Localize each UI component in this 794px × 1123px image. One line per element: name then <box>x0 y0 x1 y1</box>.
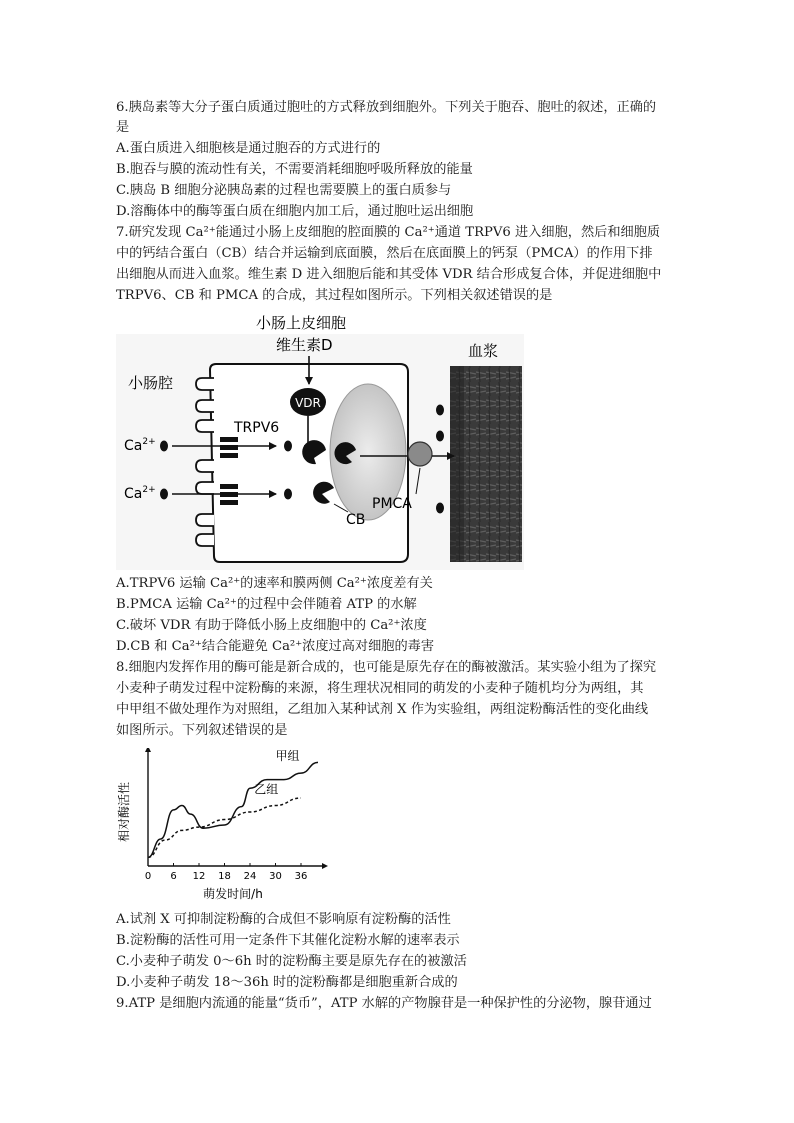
ca-ion <box>160 441 168 452</box>
q8-stem-line3: 中甲组不做处理作为对照组，乙组加入某种试剂 X 作为实验组，两组淀粉酶活性的变化曲线 <box>116 702 649 717</box>
x-axis-arrow <box>322 863 328 869</box>
q8-stem-line2: 小麦种子萌发过程中淀粉酶的来源，将生理状况相同的萌发的小麦种子随机均分为两组，其 <box>116 681 644 696</box>
x-tick-label: 0 <box>144 871 152 882</box>
microvilli <box>196 378 214 546</box>
q6-stem-line2: 是 <box>116 120 130 135</box>
q8-stem-line1: 8.细胞内发挥作用的酶可能是新合成的，也可能是原先存在的酶被激活。某实验小组为了探究 <box>116 660 657 675</box>
x-axis-label: 萌发时间/h <box>203 887 263 901</box>
calcium-transport-figure <box>116 312 524 570</box>
q6-stem-line1: 6.胰岛素等大分子蛋白质通过胞吐的方式释放到细胞外。下列关于胞吞、胞吐的叙述，正确的 <box>116 100 657 115</box>
cell-title-label: 小肠上皮细胞 <box>256 314 347 332</box>
q7-option-b: B.PMCA 运输 Ca²⁺的过程中会伴随着 ATP 的水解 <box>116 597 417 612</box>
ca-ion <box>284 489 292 500</box>
ca-ion-plasma <box>436 405 444 416</box>
q6-option-b: B.胞吞与膜的流动性有关，不需要消耗细胞呼吸所释放的能量 <box>116 162 473 177</box>
q6-option-d: D.溶酶体中的酶等蛋白质在细胞内加工后，通过胞吐运出细胞 <box>116 204 474 219</box>
y-axis-label: 相对酶活性 <box>117 781 131 843</box>
ca-ion <box>284 441 292 452</box>
series-label-jia: 甲组 <box>275 749 300 764</box>
q8-option-d: D.小麦种子萌发 18～36h 时的淀粉酶都是细胞重新合成的 <box>116 975 458 990</box>
ca-label-upper: $Ca^{2+}$ <box>124 437 156 454</box>
q8-option-c: C.小麦种子萌发 0～6h 时的淀粉酶主要是原先存在的被激活 <box>116 954 467 969</box>
x-tick-label: 18 <box>218 871 231 882</box>
q9-stem-line1: 9.ATP 是细胞内流通的能量“货币”，ATP 水解的产物腺苷是一种保护性的分泌物，腺苷通过 <box>116 996 652 1011</box>
q8-option-b: B.淀粉酶的活性可用一定条件下其催化淀粉水解的速率表示 <box>116 933 460 948</box>
x-tick-label: 36 <box>294 871 308 882</box>
trpv6-label: TRPV6 <box>234 420 280 436</box>
pmca-label: PMCA <box>372 496 412 512</box>
ca-label-lower: $Ca^{2+}$ <box>124 485 156 502</box>
x-tick-label: 12 <box>192 871 206 882</box>
series-line-jia <box>148 762 318 857</box>
q7-stem-line2: 中的钙结合蛋白（CB）结合并运输到底面膜，然后在底面膜上的钙泵（PMCA）的作用下排 <box>116 246 653 261</box>
q8-option-a: A.试剂 X 可抑制淀粉酶的合成但不影响原有淀粉酶的活性 <box>116 912 451 927</box>
q7-option-a: A.TRPV6 运输 Ca²⁺的速率和膜两侧 Ca²⁺浓度差有关 <box>116 576 433 591</box>
q6-option-a: A.蛋白质进入细胞核是通过胞吞的方式进行的 <box>116 141 381 156</box>
plasma-label: 血浆 <box>468 342 499 360</box>
ca-ion-plasma <box>436 431 444 442</box>
q7-option-c: C.破坏 VDR 有助于降低小肠上皮细胞中的 Ca²⁺浓度 <box>116 618 427 633</box>
x-tick-label: 30 <box>269 871 282 882</box>
series-label-yi: 乙组 <box>254 782 279 797</box>
x-tick-label: 6 <box>170 871 177 882</box>
q7-stem-line4: TRPV6、CB 和 PMCA 的合成，其过程如图所示。下列相关叙述错误的是 <box>116 288 553 303</box>
ca-ion-plasma <box>436 503 444 514</box>
trpv6-channel-upper <box>220 437 238 458</box>
q7-option-d: D.CB 和 Ca²⁺结合能避免 Ca²⁺浓度过高对细胞的毒害 <box>116 639 435 654</box>
x-tick-label: 24 <box>243 871 257 882</box>
q6-option-c: C.胰岛 B 细胞分泌胰岛素的过程也需要膜上的蛋白质参与 <box>116 183 452 198</box>
vdr-label: VDR <box>295 396 321 410</box>
lumen-label: 小肠腔 <box>128 374 174 392</box>
q7-stem-line3: 出细胞从而进入血浆。维生素 D 进入细胞后能和其受体 VDR 结合形成复合体，并促进细胞中 <box>116 267 662 282</box>
pmca-pump <box>408 442 432 466</box>
series-line-yi <box>148 798 301 857</box>
q8-stem-line4: 如图所示。下列叙述错误的是 <box>116 723 288 738</box>
q7-stem-line1: 7.研究发现 Ca²⁺能通过小肠上皮细胞的腔面膜的 Ca²⁺通道 TRPV6 进入细胞，然后和细胞质 <box>116 225 661 240</box>
vitamin-d-label: 维生素D <box>276 336 333 354</box>
enzyme-activity-chart <box>112 748 328 908</box>
cb-label: CB <box>346 512 366 528</box>
y-axis-arrow <box>145 748 151 752</box>
ca-ion <box>160 489 168 500</box>
